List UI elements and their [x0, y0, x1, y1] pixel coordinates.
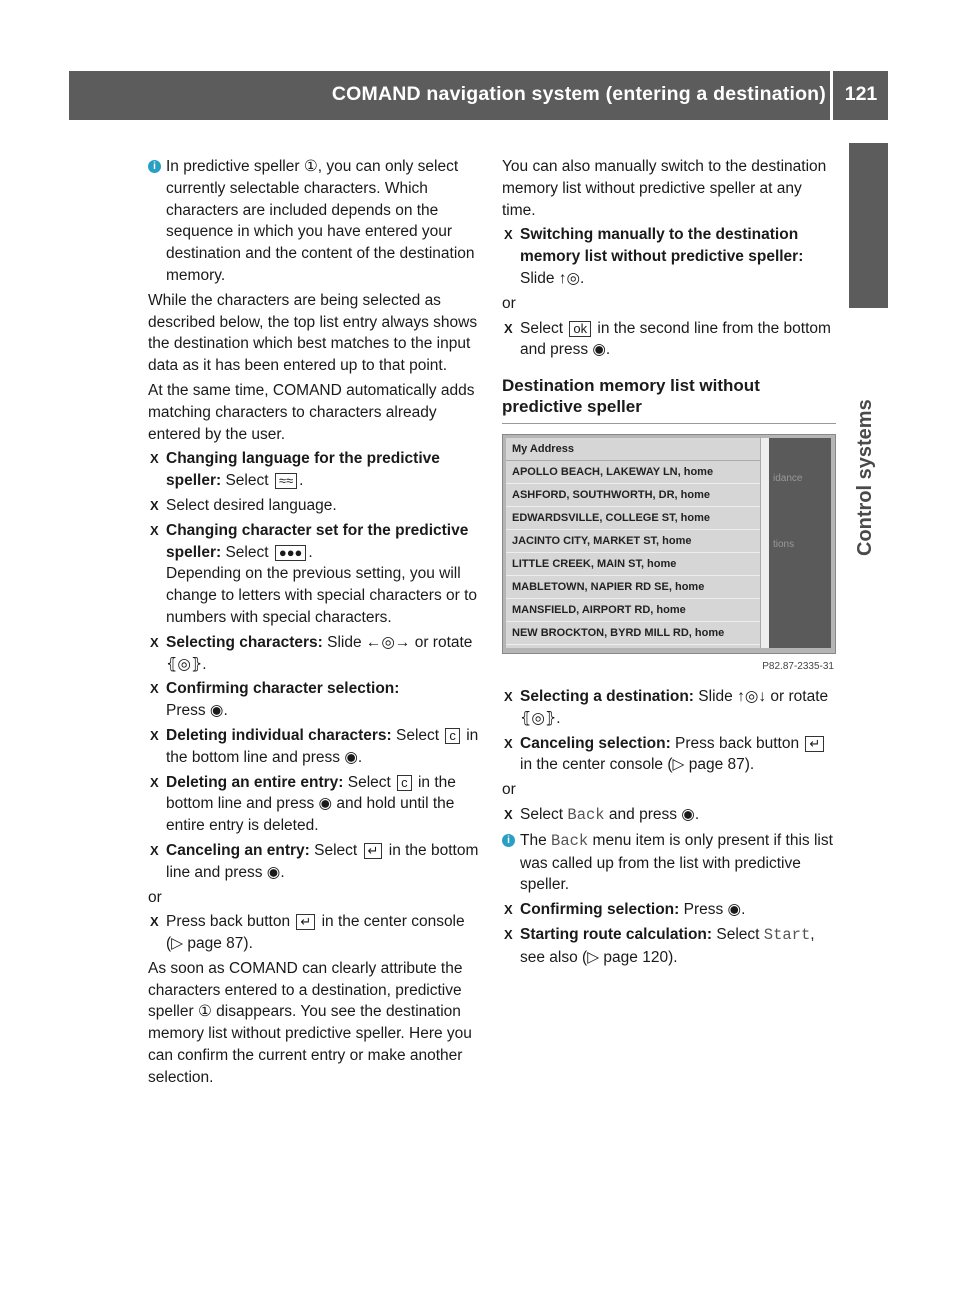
side-label-wrap [852, 328, 888, 558]
step-marker-icon: X [504, 926, 513, 942]
paragraph: As soon as COMAND can clearly attribute the characters entered to a destination, predictive speller ① disappears. You see the destination memory list without predictive speller. Here you can confirm the current entry or make another selection. [148, 959, 472, 1086]
page-title: COMAND navigation system (entering a destination) [331, 83, 826, 105]
list-item: NEW BROCKTON, BYRD MILL RD, home [506, 622, 760, 645]
list-item: APOLLO BEACH, LAKEWAY LN, home [506, 461, 760, 484]
clear-icon: c [445, 728, 460, 744]
step-marker-icon: X [504, 902, 513, 918]
step-marker-icon: X [504, 806, 513, 822]
step-marker-icon: X [150, 774, 159, 790]
step: X Deleting individual characters: Select c in the bottom line and press ◉. [150, 726, 479, 766]
list-item: MABLETOWN, NAPIER RD SE, home [506, 576, 760, 599]
figure-id: P82.87-2335-31 [762, 661, 834, 673]
step-marker-icon: X [150, 727, 159, 743]
section-rule [502, 423, 836, 424]
scrollbar [760, 438, 769, 648]
step-marker-icon: X [504, 735, 513, 751]
step-marker-icon: X [504, 320, 513, 336]
step: X Confirming selection: Press ◉. [502, 899, 836, 921]
left-column [148, 156, 482, 1092]
menu-panel [769, 438, 831, 648]
step: X Canceling selection: Press back button ↵ in the center console (▷ page 87). [502, 733, 836, 777]
step-marker-icon: X [150, 522, 159, 538]
destination-memory-screenshot [502, 434, 836, 654]
header-separator [830, 71, 833, 120]
back-icon: ↵ [296, 914, 315, 930]
list-item: LITTLE CREEK, MAIN ST, home [506, 553, 760, 576]
list-item: JACINTO CITY, MARKET ST, home [506, 530, 760, 553]
info-note: i In predictive speller ①, you can only select currently selectable characters. Which characters are included depends on the sequence in which you have entered your destination and the content of the destination memory. [148, 156, 482, 287]
paragraph: At the same time, COMAND automatically adds matching characters to characters already entered by the user. [148, 381, 475, 443]
paragraph: You can also manually switch to the destination memory list without predictive speller at any time. [502, 158, 827, 219]
step: X Selecting a destination: Slide ↑◎↓ or rotate ⦃◎⦄. [504, 687, 829, 727]
side-tab [849, 143, 888, 308]
step-marker-icon: X [150, 497, 159, 513]
ok-icon: ok [569, 321, 591, 337]
list-item: ASHFORD, SOUTHWORTH, DR, home [506, 484, 760, 507]
step-marker-icon: X [504, 227, 513, 243]
clear-icon: c [397, 775, 412, 791]
step-marker-icon: X [504, 688, 513, 704]
list-item: EDWARDSVILLE, COLLEGE ST, home [506, 507, 760, 530]
menu-text: idance [773, 473, 803, 485]
step: X Changing language for the predictive speller: Select ≈≈ . [150, 450, 440, 490]
step: X Changing character set for the predictive speller: Select ●●● . Depending on the previous setting, you will change to letters with special characters or to numbers with special characters. [150, 521, 478, 626]
step: X Deleting an entire entry: Select c in the bottom line and press ◉ and hold until the entire entry is deleted. [150, 773, 456, 835]
back-icon: ↵ [364, 843, 383, 859]
page-number: 121 [844, 83, 878, 105]
step: X Select Back and press ◉. [504, 805, 700, 824]
step: X Select desired language. [148, 495, 482, 517]
destination-list [506, 438, 760, 648]
paragraph: While the characters are being selected as described below, the top list entry always shows the destination which best matches to the input data as it has been entered up to that point. [148, 291, 478, 375]
character-set-icon: ●●● [275, 545, 307, 561]
or-label: or [148, 888, 162, 906]
or-label: or [502, 781, 516, 799]
info-icon: i [502, 834, 515, 847]
step: X Canceling an entry: Select ↵ in the bottom line and press ◉. [150, 841, 479, 881]
step-marker-icon: X [150, 681, 159, 697]
side-label: Control systems [854, 399, 876, 556]
list-item: MANSFIELD, AIRPORT RD, home [506, 599, 760, 622]
step: X Switching manually to the destination memory list without predictive speller: Slide ↑◎. [504, 226, 804, 287]
step: X Select ok in the second line from the bottom and press ◉. [504, 319, 831, 359]
menu-text: tions [773, 539, 795, 551]
step: X Confirming character selection: Press ◉. [150, 680, 400, 720]
section-heading: Destination memory list without predictive speller [502, 376, 760, 417]
step-marker-icon: X [150, 842, 159, 858]
back-icon: ↵ [805, 736, 824, 752]
step: X Press back button ↵ in the center console (▷ page 87). [150, 913, 465, 953]
info-note: i The Back menu item is only present if this list was called up from the list with predictive speller. [502, 830, 836, 896]
speller-language-icon: ≈≈ [275, 473, 297, 489]
or-label: or [502, 294, 516, 312]
step: X Starting route calculation: Select Start, see also (▷ page 120). [504, 925, 815, 966]
step-marker-icon: X [150, 914, 159, 930]
right-column [502, 156, 836, 972]
list-header: My Address [506, 438, 760, 461]
step: X Selecting characters: Slide ←◎→ or rotate ⦃◎⦄. [150, 633, 473, 673]
step-marker-icon: X [150, 634, 159, 650]
info-icon: i [148, 160, 161, 173]
step-marker-icon: X [150, 451, 159, 467]
